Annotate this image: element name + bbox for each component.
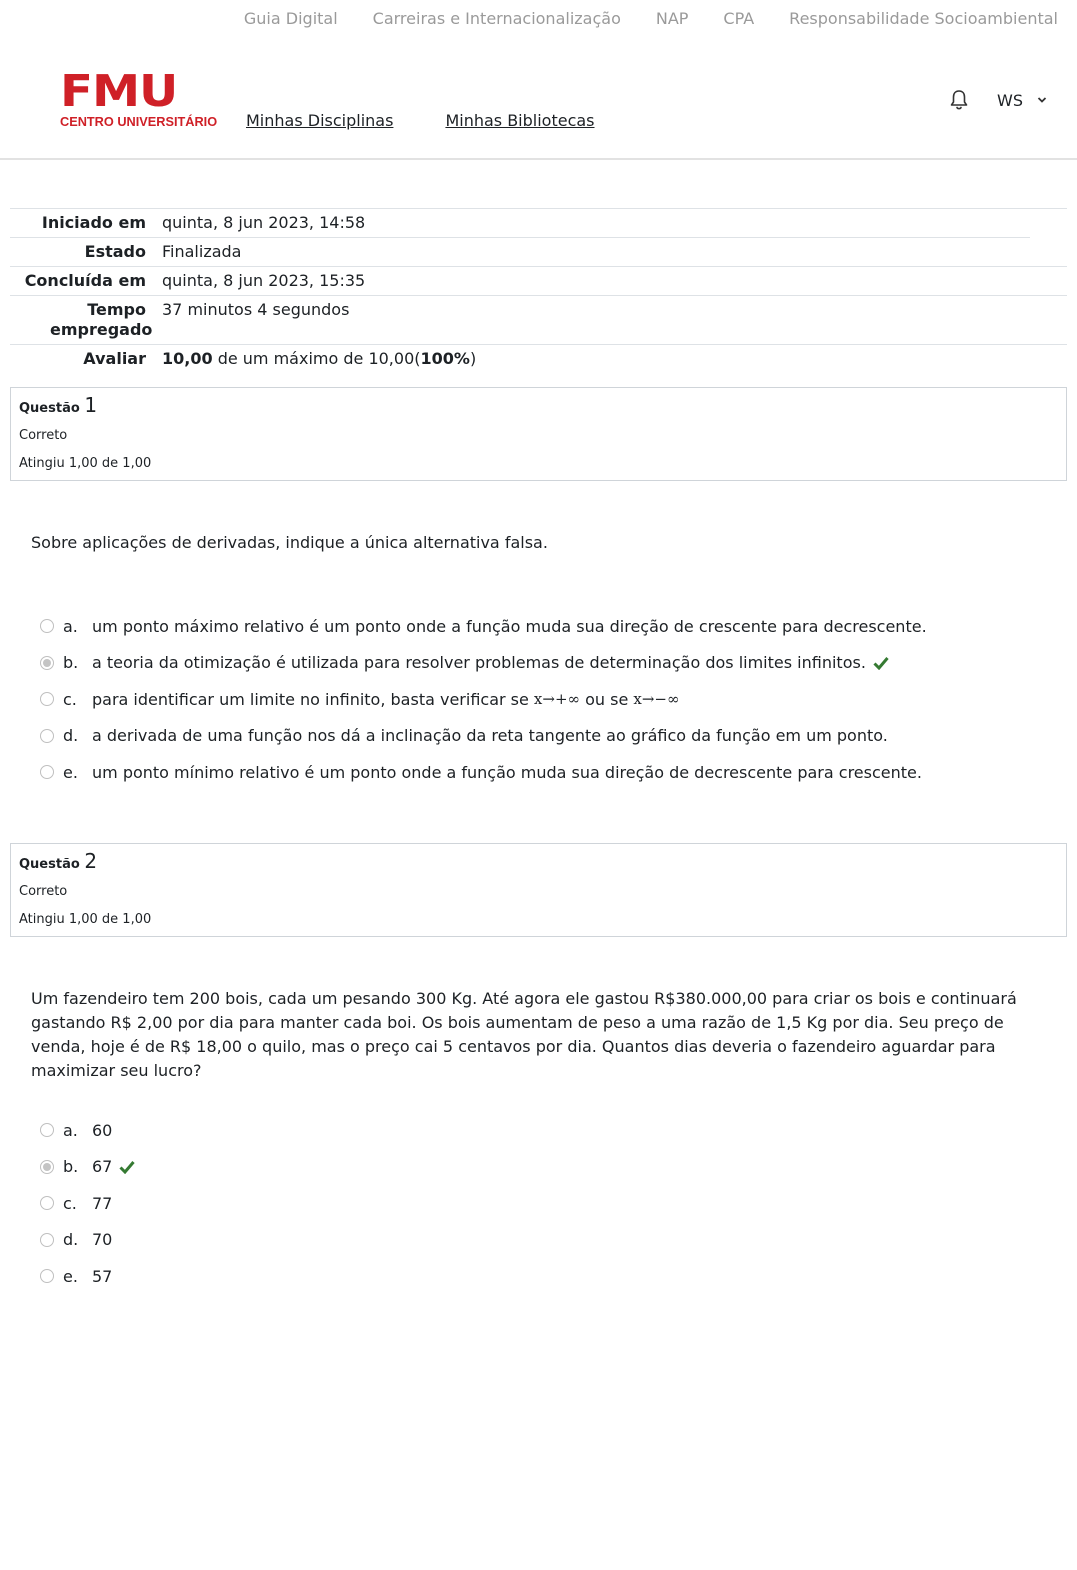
user-initials[interactable]: WS xyxy=(997,90,1023,110)
grade-mid: de um máximo de 10,00( xyxy=(212,349,421,368)
header xyxy=(0,42,1077,160)
bell-icon[interactable] xyxy=(949,89,969,111)
question-1-info xyxy=(10,387,1067,481)
radio-button[interactable] xyxy=(40,765,54,779)
answer-option[interactable] xyxy=(40,1222,135,1259)
started-label: Iniciado em xyxy=(41,213,146,232)
question-2-text: Um fazendeiro tem 200 bois, cada um pesando 300 Kg. Até agora ele gastou R$380.000,00 para criar os bois e continuará gastando R$ 2,00 por dia para manter cada boi. Os bois aumentam de peso a uma razão de 1,5 Kg por dia. Seu preço de venda, hoje é de R$ 18,00 o quilo, mas o preço cai 5 centavos por dia. Quantos dias deveria o fazendeiro aguardar para maximizar seu lucro? xyxy=(31,989,1017,1080)
answer-letter: b. xyxy=(63,1157,79,1177)
completed-label: Concluída em xyxy=(24,271,146,290)
answer-text: 60 xyxy=(92,1120,113,1140)
grade-value xyxy=(162,349,1067,369)
answer-text: a derivada de uma função nos dá a inclinação da reta tangente ao gráfico da função em um ponto. xyxy=(92,726,888,746)
time-label: Tempo empregado xyxy=(50,300,153,339)
question-label: Questão xyxy=(19,401,80,416)
user-bar xyxy=(949,89,1047,111)
state-value: Finalizada xyxy=(162,242,242,261)
question-number: 1 xyxy=(84,393,98,417)
answer-option[interactable] xyxy=(40,754,927,791)
nav-minhas-bibliotecas[interactable]: Minhas Bibliotecas xyxy=(445,111,595,130)
top-link-guia-digital[interactable]: Guia Digital xyxy=(243,9,338,28)
chevron-down-icon[interactable] xyxy=(1037,95,1047,105)
answer-letter: d. xyxy=(63,726,79,746)
grade-end: ) xyxy=(469,349,477,368)
logo-sub-text: CENTRO UNIVERSITÁRIO xyxy=(60,114,218,129)
started-value: quinta, 8 jun 2023, 14:58 xyxy=(162,213,366,232)
answer-letter: a. xyxy=(63,616,78,636)
answer-text: 77 xyxy=(92,1193,113,1213)
answer-text: um ponto máximo relativo é um ponto onde a função muda sua direção de crescente para decrescente. xyxy=(92,616,927,636)
radio-button-checked[interactable] xyxy=(40,656,54,670)
radio-button[interactable] xyxy=(40,1123,54,1137)
radio-button-checked[interactable] xyxy=(40,1160,54,1174)
summary-row-grade xyxy=(10,345,1067,373)
radio-button[interactable] xyxy=(40,619,54,633)
answer-text: 70 xyxy=(92,1230,113,1250)
nav-minhas-disciplinas[interactable]: Minhas Disciplinas xyxy=(246,111,394,130)
answer-text: para identificar um limite no infinito, basta verificar se xyxy=(92,689,534,709)
question-2-info xyxy=(10,843,1067,937)
math-expression: x→−∞ xyxy=(633,690,680,709)
grade-score: 10,00 xyxy=(162,349,213,368)
attempt-summary xyxy=(10,208,1067,373)
check-icon xyxy=(873,656,889,670)
grade-label: Avaliar xyxy=(83,349,146,368)
answer-option[interactable] xyxy=(40,608,927,645)
top-link-nap[interactable]: NAP xyxy=(655,9,689,28)
answer-option-selected[interactable] xyxy=(40,1149,135,1186)
top-links xyxy=(244,9,1058,28)
question-1-text: Sobre aplicações de derivadas, indique a única alternativa falsa. xyxy=(31,533,548,552)
answer-letter: b. xyxy=(63,653,79,673)
question-2-answers xyxy=(40,1112,135,1295)
answer-option[interactable] xyxy=(40,1185,135,1222)
answer-text: a teoria da otimização é utilizada para resolver problemas de determinação dos limites infinitos. xyxy=(92,653,866,673)
summary-row-state xyxy=(10,238,1067,267)
question-2-mark: Atingiu 1,00 de 1,00 xyxy=(19,912,152,927)
answer-option[interactable] xyxy=(40,1258,135,1295)
completed-value: quinta, 8 jun 2023, 15:35 xyxy=(162,271,366,290)
time-value: 37 minutos 4 segundos xyxy=(162,300,350,319)
answer-text: 57 xyxy=(92,1266,113,1286)
answer-letter: a. xyxy=(63,1120,78,1140)
answer-text-mid: ou se xyxy=(580,689,634,709)
question-1-mark: Atingiu 1,00 de 1,00 xyxy=(19,456,152,471)
radio-button[interactable] xyxy=(40,692,54,706)
radio-button[interactable] xyxy=(40,1233,54,1247)
question-1-status: Correto xyxy=(19,428,68,443)
math-expression: x→+∞ xyxy=(533,690,581,709)
top-link-cpa[interactable]: CPA xyxy=(723,9,755,28)
answer-letter: e. xyxy=(63,762,78,782)
question-1-answers xyxy=(40,608,927,791)
answer-option[interactable] xyxy=(40,681,927,718)
answer-text: 67 xyxy=(92,1157,113,1177)
summary-row-started xyxy=(10,209,1030,238)
summary-row-completed xyxy=(10,267,1067,296)
main-nav xyxy=(246,111,595,130)
answer-letter: d. xyxy=(63,1230,79,1250)
answer-option[interactable] xyxy=(40,718,927,755)
radio-button[interactable] xyxy=(40,729,54,743)
question-2-number xyxy=(19,850,1058,876)
question-number: 2 xyxy=(84,849,98,873)
radio-button[interactable] xyxy=(40,1196,54,1210)
answer-text: um ponto mínimo relativo é um ponto onde a função muda sua direção de decrescente para crescente. xyxy=(92,762,922,782)
fmu-logo[interactable] xyxy=(60,66,218,129)
logo-main-text: FMU xyxy=(60,66,178,117)
top-link-responsabilidade[interactable]: Responsabilidade Socioambiental xyxy=(789,9,1058,28)
answer-option-selected[interactable] xyxy=(40,645,927,682)
check-icon xyxy=(119,1160,135,1174)
answer-option[interactable] xyxy=(40,1112,135,1149)
state-label: Estado xyxy=(84,242,146,261)
grade-percent: 100% xyxy=(420,349,470,368)
radio-button[interactable] xyxy=(40,1269,54,1283)
answer-letter: e. xyxy=(63,1266,78,1286)
answer-letter: c. xyxy=(63,689,77,709)
question-2-status: Correto xyxy=(19,884,68,899)
question-label: Questão xyxy=(19,857,80,872)
summary-row-time xyxy=(10,296,1067,345)
answer-letter: c. xyxy=(63,1193,77,1213)
top-link-carreiras[interactable]: Carreiras e Internacionalização xyxy=(372,9,621,28)
question-1-number xyxy=(19,394,1058,420)
